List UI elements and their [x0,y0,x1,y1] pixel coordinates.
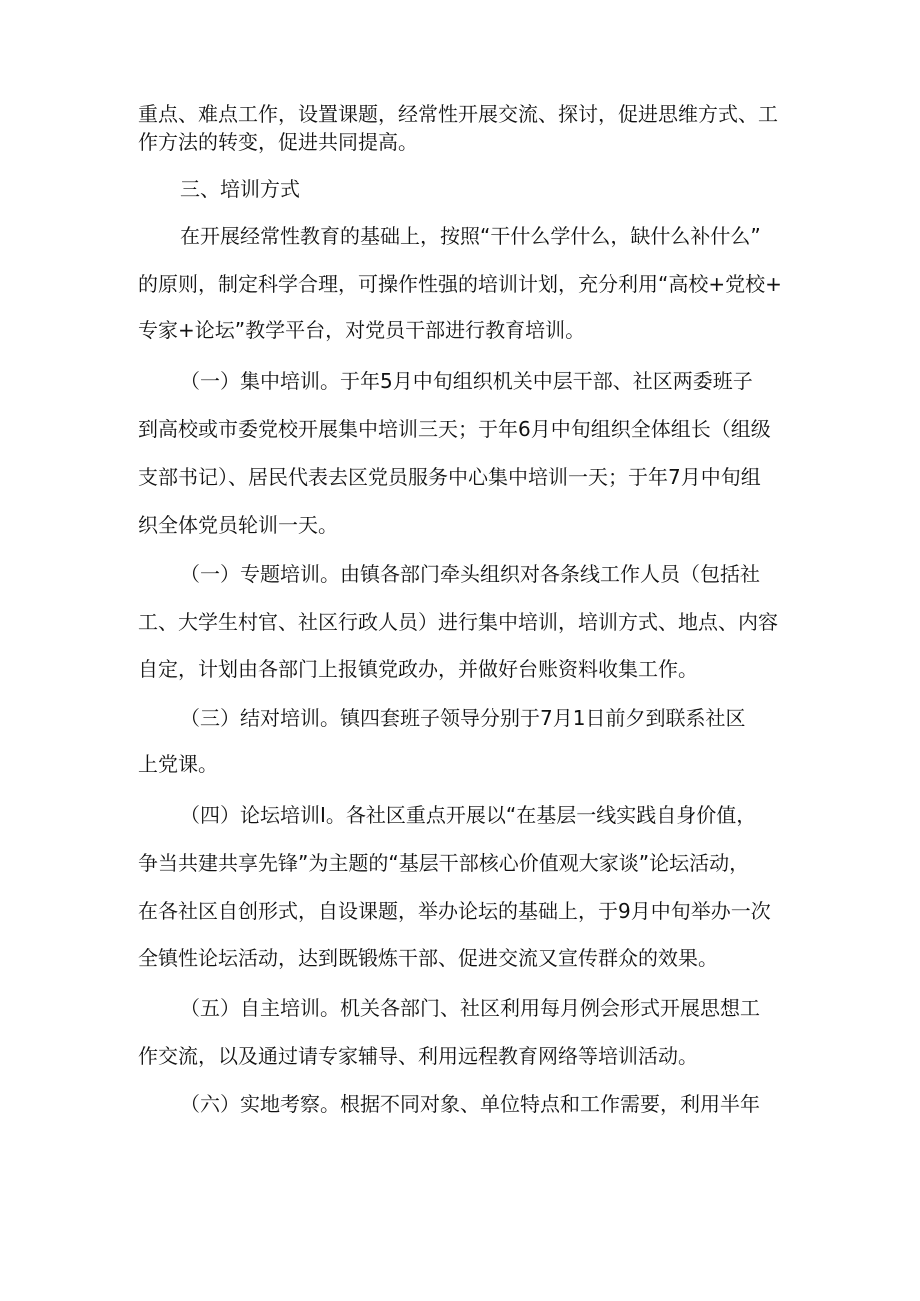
paragraph-line: 支部书记）、居民代表去区党员服务中心集中培训一天；于年7月中旬组 [138,465,761,489]
paragraph-line: 自定，计划由各部门上报镇党政办，并做好台账资料收集工作。 [138,657,698,681]
paragraph-line: （四）论坛培训I。各社区重点开展以“在基层一线实践自身价值， [180,803,757,827]
paragraph-line: 的原则，制定科学合理，可操作性强的培训计划，充分利用“高校+党校+ [138,272,782,296]
paragraph-line: 工、大学生村官、社区行政人员）进行集中培训，培训方式、地点、内容 [138,610,778,634]
paragraph-line: 在各社区自创形式，自设课题，举办论坛的基础上，于9月中旬举办一次 [138,899,771,923]
paragraph-line: （三）结对培训。镇四套班子领导分别于7月1日前夕到联系社区 [180,706,746,730]
paragraph-line: 作交流，以及通过请专家辅导、利用远程教育网络等培训活动。 [138,1044,698,1068]
paragraph-line: （一）集中培训。于年5月中旬组织机关中层干部、社区两委班子 [180,369,753,393]
section-heading: 三、培训方式 [180,177,300,201]
paragraph-line: （五）自主培训。机关各部门、社区利用每月例会形式开展思想工 [180,996,760,1020]
paragraph-line: 作方法的转变，促进共同提高。 [138,130,418,154]
paragraph-line: 全镇性论坛活动，达到既锻炼干部、促进交流又宣传群众的效果。 [138,946,718,970]
paragraph-line: 专家+论坛”教学平台，对党员干部进行教育培训。 [138,318,586,342]
paragraph-line: 上党课。 [138,752,218,776]
paragraph-line: （六）实地考察。根据不同对象、单位特点和工作需要，利用半年 [180,1092,760,1116]
paragraph-line: 在开展经常性教育的基础上，按照“干什么学什么，缺什么补什么” [180,224,761,248]
paragraph-line: 争当共建共享先锋”为主题的“基层干部核心价值观大家谈”论坛活动， [138,851,750,875]
paragraph-line: （一）专题培训。由镇各部门牵头组织对各条线工作人员（包括社 [180,562,760,586]
paragraph-line: 到高校或市委党校开展集中培训三天；于年6月中旬组织全体组长（组级 [138,417,771,441]
paragraph-line: 重点、难点工作，设置课题，经常性开展交流、探讨，促进思维方式、工 [138,102,778,126]
paragraph-line: 织全体党员轮训一天。 [138,513,338,537]
